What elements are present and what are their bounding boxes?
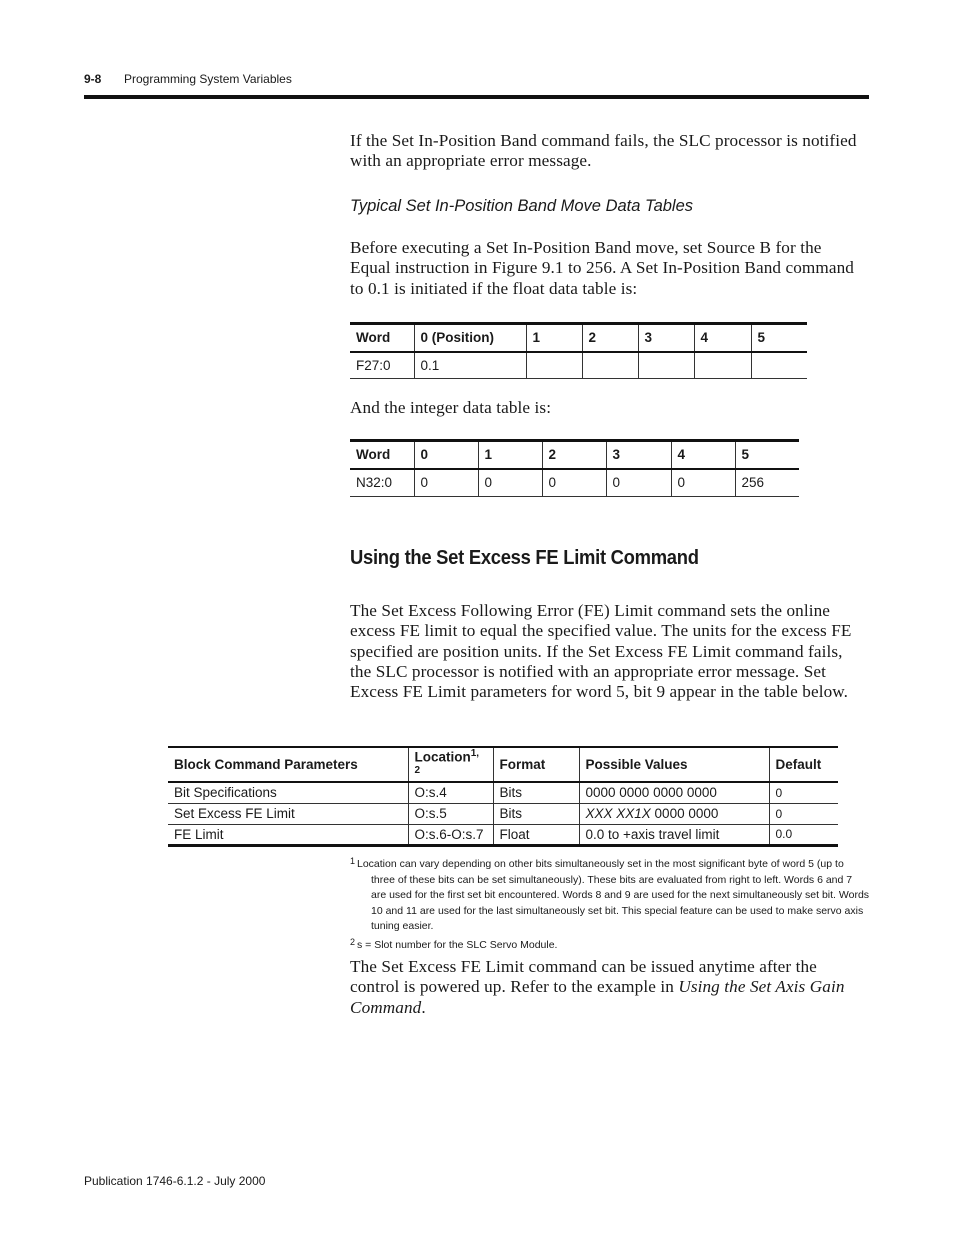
table-cell: 0 bbox=[542, 469, 606, 497]
table-cell: N32:0 bbox=[356, 475, 393, 491]
cross-reference-link[interactable]: Using the Set Axis Gain Command bbox=[350, 977, 845, 1017]
footnotes bbox=[350, 857, 870, 953]
header-rule bbox=[84, 95, 869, 99]
table-cell bbox=[582, 352, 638, 379]
table-cell: 0 bbox=[478, 469, 542, 497]
float-data-table bbox=[350, 322, 807, 379]
column-header: 3 bbox=[638, 324, 694, 352]
table-cell: FE Limit bbox=[174, 826, 224, 842]
column-header: 2 bbox=[542, 441, 606, 469]
table-cell bbox=[751, 352, 807, 379]
bit-pattern-rest: 0000 0000 bbox=[650, 806, 719, 821]
table-cell: 0 bbox=[606, 469, 671, 497]
section-title: Programming System Variables bbox=[124, 72, 292, 86]
location-label: Location bbox=[414, 749, 471, 765]
column-header: Possible Values bbox=[579, 747, 769, 782]
footnote-reference: 1, 2 bbox=[414, 748, 480, 776]
column-header: Format bbox=[493, 747, 579, 782]
table-cell: 0 bbox=[769, 803, 838, 824]
table-cell: 0 bbox=[414, 469, 478, 497]
table-cell bbox=[526, 352, 582, 379]
column-header: 5 bbox=[751, 324, 807, 352]
table-cell: F27:0 bbox=[356, 357, 391, 373]
table-header-row bbox=[350, 324, 807, 352]
table-cell: O:s.4 bbox=[408, 782, 493, 803]
table-row bbox=[168, 782, 838, 803]
table-row bbox=[350, 469, 799, 497]
table-cell: 0 bbox=[769, 782, 838, 803]
column-header: 1 bbox=[526, 324, 582, 352]
paragraph-integer-table: And the integer data table is: bbox=[350, 398, 552, 417]
bit-pattern: XXX XX1X bbox=[585, 806, 651, 821]
page-number: 9-8 bbox=[84, 72, 102, 86]
table-row bbox=[168, 803, 838, 824]
section-heading: Using the Set Excess FE Limit Command bbox=[350, 547, 699, 569]
footnote-text: s = Slot number for the SLC Servo Module. bbox=[357, 938, 558, 951]
table-cell: 0.1 bbox=[414, 352, 526, 379]
subheading-data-tables: Typical Set In-Position Band Move Data Tables bbox=[350, 197, 694, 215]
column-header: 0 (Position) bbox=[414, 324, 526, 352]
footnote-mark: 1 bbox=[350, 856, 356, 866]
paragraph-before-executing: Before executing a Set In-Position Band move, set Source B for the Equal instruction in Figure 9.1 to 256. A Set In-Position Band command to 0.1 is initiated if the float data table is: bbox=[350, 238, 854, 298]
integer-data-table bbox=[350, 439, 799, 497]
paragraph-end: . bbox=[421, 997, 426, 1017]
table-header-row bbox=[350, 441, 799, 469]
table-cell: 0000 0000 0000 0000 bbox=[579, 782, 769, 803]
table-cell: Bits bbox=[493, 803, 579, 824]
table-cell bbox=[579, 803, 769, 824]
column-header: Default bbox=[769, 747, 838, 782]
column-header: Word bbox=[356, 447, 391, 463]
table-cell: O:s.6-O:s.7 bbox=[408, 824, 493, 845]
page-footer: Publication 1746-6.1.2 - July 2000 bbox=[84, 1174, 266, 1188]
paragraph-fe-limit-description: The Set Excess Following Error (FE) Limit command sets the online excess FE limit to equal the specified value. The units for the excess FE specified are position units. If the Set Excess FE Limit command fails, the SLC processor is notified with an appropriate error message. Set Excess FE Limit parameters for word 5, bit 9 appear in the table below. bbox=[350, 601, 852, 702]
table-cell bbox=[694, 352, 751, 379]
column-header: 4 bbox=[694, 324, 751, 352]
table-row bbox=[350, 352, 807, 379]
column-header: Block Command Parameters bbox=[174, 757, 358, 772]
column-header: Word bbox=[356, 330, 391, 346]
table-cell: 0.0 bbox=[769, 824, 838, 845]
table-cell bbox=[638, 352, 694, 379]
footnote bbox=[350, 938, 870, 954]
table-header-row bbox=[168, 747, 838, 782]
table-row bbox=[168, 824, 838, 845]
table-cell: Bit Specifications bbox=[174, 785, 277, 801]
footnote-mark: 2 bbox=[350, 936, 356, 947]
column-header: 0 bbox=[414, 441, 478, 469]
paragraph-text: The Set Excess FE Limit command can be issued anytime after the control is powered up. Refer to the example in bbox=[350, 957, 817, 997]
column-header: 2 bbox=[582, 324, 638, 352]
column-header: 3 bbox=[606, 441, 671, 469]
footnote bbox=[350, 857, 870, 935]
paragraph-issued-anytime bbox=[350, 957, 865, 1018]
table-cell: 0.0 to +axis travel limit bbox=[579, 824, 769, 845]
column-header-location bbox=[408, 747, 493, 782]
footnote-text: Location can vary depending on other bits simultaneously set in the most significant byte of word 5 (up to three of these bits can be set simultaneously). These bits are evaluated from right to left. Words 6 and 7 are used for the first set bit encountered. Words 8 and 9 are used for the next simultaneously set bit. Words 10 and 11 are used for the last simultaneously set bit. This special feature can be used to make servo axis tuning easier. bbox=[357, 858, 870, 932]
column-header: 1 bbox=[478, 441, 542, 469]
column-header: 4 bbox=[671, 441, 735, 469]
table-cell: O:s.5 bbox=[408, 803, 493, 824]
table-cell: Bits bbox=[493, 782, 579, 803]
table-cell: Set Excess FE Limit bbox=[174, 806, 295, 821]
table-cell: Float bbox=[493, 824, 579, 845]
column-header: 5 bbox=[735, 441, 799, 469]
parameters-table bbox=[168, 746, 838, 847]
table-cell: 256 bbox=[735, 469, 799, 497]
table-cell: 0 bbox=[671, 469, 735, 497]
paragraph-error-message: If the Set In-Position Band command fails, the SLC processor is notified with an appropriate error message. bbox=[350, 131, 857, 171]
